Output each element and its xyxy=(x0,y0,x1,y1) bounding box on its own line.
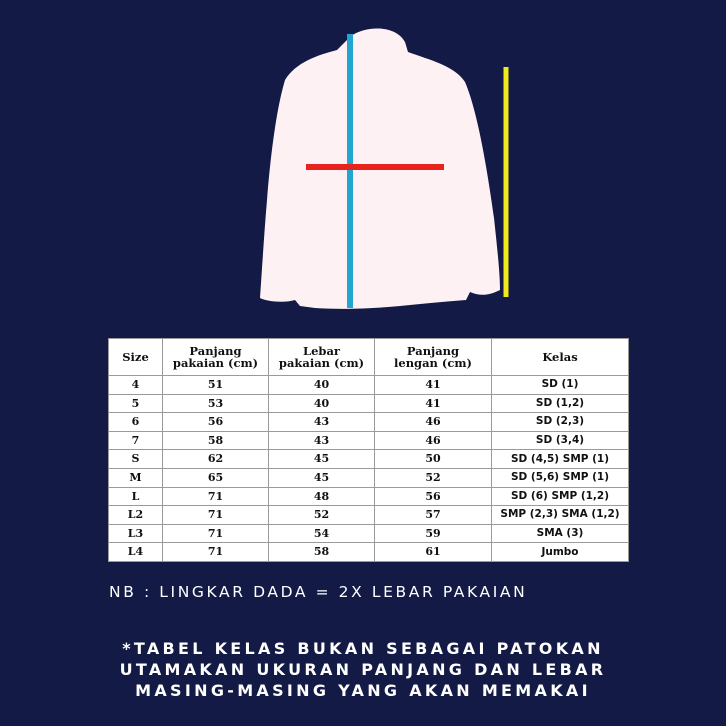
panjang-lengan-cell: 56 xyxy=(375,487,492,506)
chest-circumference-note: NB : LINGKAR DADA = 2X LEBAR PAKAIAN xyxy=(109,583,528,601)
size-cell: 6 xyxy=(109,413,163,432)
panjang-lengan-cell: 57 xyxy=(375,506,492,525)
kelas-cell: SMP (2,3) SMA (1,2) xyxy=(492,506,629,525)
size-cell: 5 xyxy=(109,394,163,413)
panjang-pakaian-cell: 53 xyxy=(163,394,269,413)
disclaimer-line-3: MASING-MASING YANG AKAN MEMAKAI xyxy=(135,681,591,700)
table-row xyxy=(109,376,629,395)
panjang-pakaian-cell: 58 xyxy=(163,431,269,450)
jacket-illustration xyxy=(0,0,726,330)
lebar-pakaian-cell: 40 xyxy=(269,376,375,395)
table-row xyxy=(109,394,629,413)
table-row xyxy=(109,413,629,432)
size-cell: 7 xyxy=(109,431,163,450)
panjang-lengan-cell: 52 xyxy=(375,468,492,487)
table-header-row xyxy=(109,339,629,376)
lebar-pakaian-cell: 43 xyxy=(269,413,375,432)
kelas-cell: SD (1) xyxy=(492,376,629,395)
size-cell: M xyxy=(109,468,163,487)
kelas-cell: SD (5,6) SMP (1) xyxy=(492,468,629,487)
table-row xyxy=(109,450,629,469)
header-kelas: Kelas xyxy=(492,339,629,376)
size-cell: L3 xyxy=(109,524,163,543)
disclaimer-line-2: UTAMAKAN UKURAN PANJANG DAN LEBAR xyxy=(119,660,607,679)
header-lebar-pakaian-line2: pakaian (cm) xyxy=(278,356,365,370)
lebar-pakaian-cell: 54 xyxy=(269,524,375,543)
kelas-cell: SD (6) SMP (1,2) xyxy=(492,487,629,506)
kelas-cell: Jumbo xyxy=(492,543,629,562)
table-row xyxy=(109,524,629,543)
table-row xyxy=(109,506,629,525)
size-cell: 4 xyxy=(109,376,163,395)
panjang-lengan-cell: 50 xyxy=(375,450,492,469)
panjang-lengan-cell: 59 xyxy=(375,524,492,543)
size-chart-table xyxy=(108,338,629,562)
size-cell: L4 xyxy=(109,543,163,562)
header-panjang-pakaian-line2: pakaian (cm) xyxy=(172,356,259,370)
panjang-lengan-cell: 61 xyxy=(375,543,492,562)
panjang-pakaian-cell: 62 xyxy=(163,450,269,469)
panjang-pakaian-cell: 71 xyxy=(163,506,269,525)
table-row xyxy=(109,468,629,487)
header-lebar-pakaian-line1: Lebar xyxy=(303,343,340,358)
table-row xyxy=(109,487,629,506)
panjang-lengan-cell: 46 xyxy=(375,431,492,450)
panjang-pakaian-cell: 71 xyxy=(163,524,269,543)
lebar-pakaian-cell: 48 xyxy=(269,487,375,506)
header-panjang-pakaian xyxy=(163,339,269,376)
header-size: Size xyxy=(109,339,163,376)
kelas-cell: SD (3,4) xyxy=(492,431,629,450)
lebar-pakaian-cell: 43 xyxy=(269,431,375,450)
header-panjang-lengan xyxy=(375,339,492,376)
kelas-cell: SD (4,5) SMP (1) xyxy=(492,450,629,469)
lebar-pakaian-cell: 52 xyxy=(269,506,375,525)
panjang-lengan-cell: 41 xyxy=(375,376,492,395)
kelas-cell: SD (1,2) xyxy=(492,394,629,413)
panjang-lengan-cell: 41 xyxy=(375,394,492,413)
table-row xyxy=(109,431,629,450)
header-panjang-lengan-line2: lengan (cm) xyxy=(394,356,472,370)
kelas-cell: SD (2,3) xyxy=(492,413,629,432)
kelas-cell: SMA (3) xyxy=(492,524,629,543)
panjang-pakaian-cell: 71 xyxy=(163,487,269,506)
table-row xyxy=(109,543,629,562)
header-lebar-pakaian xyxy=(269,339,375,376)
size-table-body xyxy=(109,376,629,562)
panjang-pakaian-cell: 51 xyxy=(163,376,269,395)
size-cell: L xyxy=(109,487,163,506)
panjang-lengan-cell: 46 xyxy=(375,413,492,432)
size-cell: S xyxy=(109,450,163,469)
header-panjang-pakaian-line1: Panjang xyxy=(189,343,242,358)
size-cell: L2 xyxy=(109,506,163,525)
disclaimer-line-1: *TABEL KELAS BUKAN SEBAGAI PATOKAN xyxy=(122,639,604,658)
lebar-pakaian-cell: 40 xyxy=(269,394,375,413)
panjang-pakaian-cell: 71 xyxy=(163,543,269,562)
lebar-pakaian-cell: 45 xyxy=(269,468,375,487)
panjang-pakaian-cell: 65 xyxy=(163,468,269,487)
panjang-pakaian-cell: 56 xyxy=(163,413,269,432)
lebar-pakaian-cell: 58 xyxy=(269,543,375,562)
lebar-pakaian-cell: 45 xyxy=(269,450,375,469)
disclaimer-note xyxy=(0,638,726,701)
header-panjang-lengan-line1: Panjang xyxy=(406,343,460,358)
